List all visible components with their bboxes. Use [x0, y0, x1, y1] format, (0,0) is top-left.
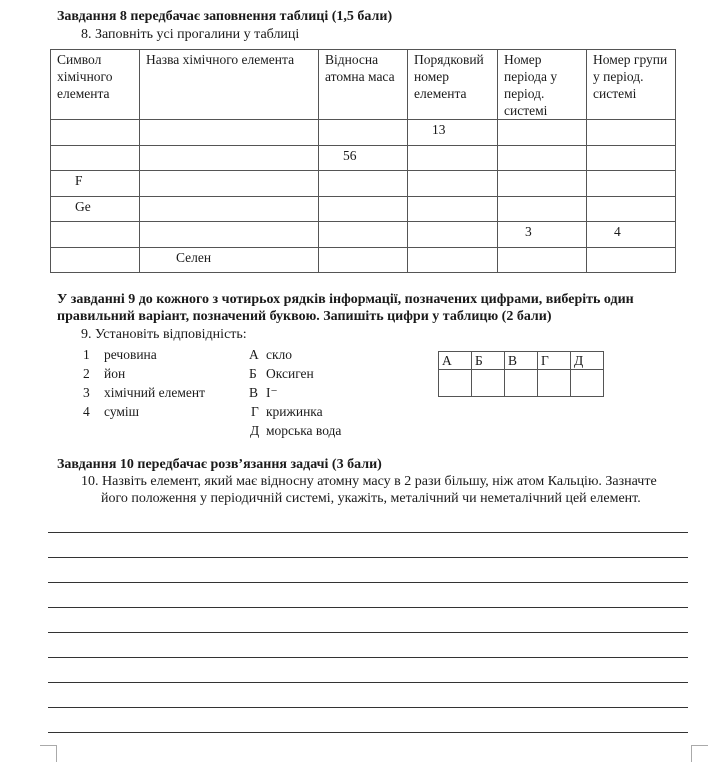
page-corner-mark-right: [691, 745, 708, 762]
item-text: скло: [266, 347, 293, 362]
cell-name[interactable]: [140, 171, 319, 197]
answer-header-row: [439, 352, 604, 370]
cell-atomic-mass[interactable]: [319, 171, 408, 197]
cell-atomic-mass[interactable]: [319, 120, 408, 146]
item-text: Оксиген: [266, 366, 314, 381]
list-item: [83, 384, 206, 402]
cell-group[interactable]: [587, 196, 676, 222]
cell-group[interactable]: [587, 120, 676, 146]
cell-group[interactable]: [587, 171, 676, 197]
item-number: 1: [83, 347, 90, 362]
item-text: йон: [104, 366, 126, 381]
cell-name[interactable]: [140, 196, 319, 222]
cell-atomic-mass[interactable]: 56: [319, 145, 408, 171]
cell-atomic-number[interactable]: [408, 171, 498, 197]
item-number: 2: [83, 366, 90, 381]
cell-symbol[interactable]: Ge: [51, 196, 140, 222]
cell-atomic-number[interactable]: [408, 145, 498, 171]
table-row: [51, 120, 676, 146]
answer-line[interactable]: [48, 632, 688, 633]
item-letter: Д: [250, 423, 260, 438]
table-row: [51, 247, 676, 273]
answer-line[interactable]: [48, 557, 688, 558]
cell-symbol[interactable]: [51, 145, 140, 171]
header-name: Назва хімічного елемента: [140, 50, 319, 120]
item-letter: Г: [251, 404, 259, 419]
answer-header-v: В: [505, 352, 538, 370]
list-item: [250, 422, 342, 440]
item-text: I⁻: [266, 385, 278, 400]
table-row: [51, 145, 676, 171]
cell-symbol[interactable]: [51, 247, 140, 273]
list-item: [83, 403, 140, 421]
cell-symbol[interactable]: F: [51, 171, 140, 197]
list-item: [249, 384, 278, 402]
answer-header-a: А: [439, 352, 472, 370]
task10-question-line2: його положення у періодичній системі, укажіть, металічний чи неметалічний цей елемент.: [101, 491, 641, 506]
list-item: [249, 346, 293, 364]
answer-header-d: Д: [571, 352, 604, 370]
table-row: [51, 222, 676, 248]
answer-line[interactable]: [48, 732, 688, 733]
table-row: [51, 196, 676, 222]
answer-line[interactable]: [48, 532, 688, 533]
header-atomic-mass: Відносна атомна маса: [319, 50, 408, 120]
item-number: 4: [83, 404, 90, 419]
task9-answer-table: [438, 351, 604, 397]
task10-question-line1: 10. Назвіть елемент, який має відносну атомну масу в 2 рази більшу, ніж атом Кальцію. Зазначте: [81, 474, 657, 489]
cell-period[interactable]: [498, 196, 587, 222]
list-item: [83, 346, 157, 364]
task9-heading-line2: правильний варіант, позначений буквою. Запишіть цифри у таблицю (2 бали): [57, 309, 552, 324]
cell-period[interactable]: [498, 247, 587, 273]
cell-atomic-mass[interactable]: [319, 222, 408, 248]
header-symbol: Символ хімічного елемента: [51, 50, 140, 120]
cell-group[interactable]: [587, 145, 676, 171]
answer-header-g: Г: [538, 352, 571, 370]
list-item: [83, 365, 126, 383]
answer-line[interactable]: [48, 707, 688, 708]
task8-header-row: [51, 50, 676, 120]
task9-heading-line1: У завданні 9 до кожного з чотирьох рядків інформації, позначених цифрами, виберіть один: [57, 292, 634, 307]
task8-table: [50, 49, 676, 273]
item-letter: В: [249, 385, 259, 400]
task9-instruction: 9. Установіть відповідність:: [81, 327, 247, 342]
cell-period[interactable]: 3: [498, 222, 587, 248]
task10-heading: Завдання 10 передбачає розв’язання задачі (3 бали): [57, 457, 382, 472]
cell-name[interactable]: [140, 145, 319, 171]
answer-line[interactable]: [48, 657, 688, 658]
task8-heading: Завдання 8 передбачає заповнення таблиці (1,5 бали): [57, 9, 393, 24]
answer-header-b: Б: [472, 352, 505, 370]
item-text: речовина: [104, 347, 157, 362]
answer-cell-v[interactable]: [505, 370, 538, 397]
cell-period[interactable]: [498, 145, 587, 171]
cell-group[interactable]: 4: [587, 222, 676, 248]
answer-line[interactable]: [48, 682, 688, 683]
cell-atomic-mass[interactable]: [319, 196, 408, 222]
item-text: суміш: [104, 404, 140, 419]
cell-atomic-number[interactable]: [408, 247, 498, 273]
cell-name[interactable]: Селен: [140, 247, 319, 273]
cell-atomic-number[interactable]: [408, 222, 498, 248]
answer-cell-g[interactable]: [538, 370, 571, 397]
answer-line[interactable]: [48, 582, 688, 583]
answer-line[interactable]: [48, 607, 688, 608]
page-corner-mark-left: [40, 745, 57, 762]
header-atomic-number: Порядковий номер елемента: [408, 50, 498, 120]
cell-name[interactable]: [140, 222, 319, 248]
list-item: [249, 365, 314, 383]
table-row: [51, 171, 676, 197]
cell-group[interactable]: [587, 247, 676, 273]
answer-cell-b[interactable]: [472, 370, 505, 397]
item-text: морська вода: [266, 423, 342, 438]
item-letter: Б: [249, 366, 257, 381]
cell-period[interactable]: [498, 171, 587, 197]
cell-atomic-number[interactable]: [408, 196, 498, 222]
answer-row: [439, 370, 604, 397]
cell-atomic-mass[interactable]: [319, 247, 408, 273]
answer-cell-d[interactable]: [571, 370, 604, 397]
item-text: хімічний елемент: [104, 385, 206, 400]
header-period: Номер періода у період. системі: [498, 50, 587, 120]
item-number: 3: [83, 385, 90, 400]
cell-symbol[interactable]: [51, 120, 140, 146]
item-text: крижинка: [266, 404, 323, 419]
cell-atomic-number[interactable]: 13: [408, 120, 498, 146]
list-item: [251, 403, 323, 421]
answer-cell-a[interactable]: [439, 370, 472, 397]
cell-symbol[interactable]: [51, 222, 140, 248]
cell-name[interactable]: [140, 120, 319, 146]
task8-instruction: 8. Заповніть усі прогалини у таблиці: [81, 27, 300, 42]
item-letter: А: [249, 347, 259, 362]
header-group: Номер групи у період. системі: [587, 50, 676, 120]
cell-period[interactable]: [498, 120, 587, 146]
